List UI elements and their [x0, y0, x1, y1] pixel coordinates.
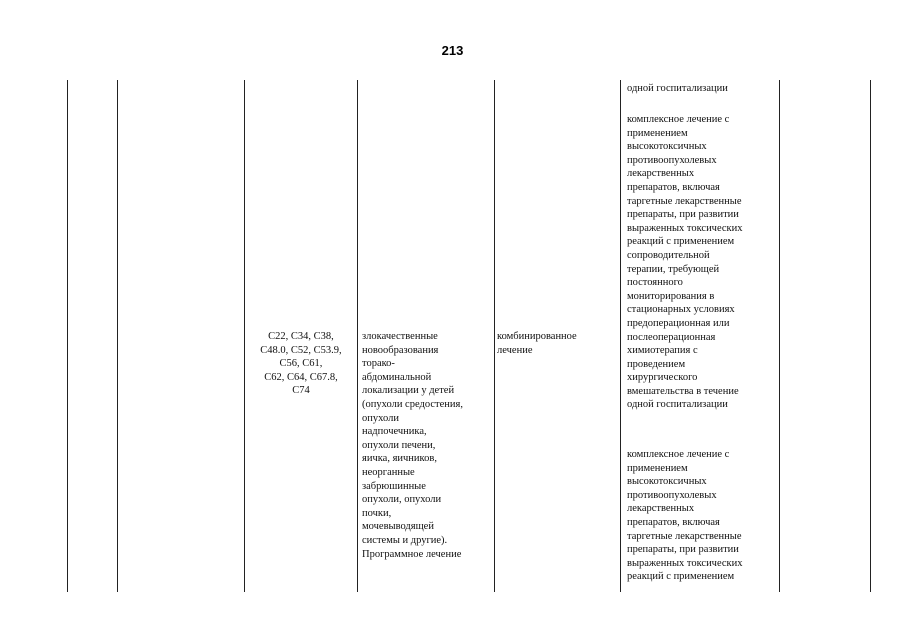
icd-codes-cell: C22, C34, C38, C48.0, C52, C53.9, C56, C61, C62, C64, C67.8, C74	[260, 331, 342, 397]
column-border	[870, 80, 871, 592]
page-number: 213	[441, 43, 464, 58]
treatment-method-text: комплексное лечение с применением высокотоксичных противоопухолевых лекарственных препаратов, включая таргетные лекарственные препараты, при развитии выраженных токсических реакций с применением	[627, 449, 743, 583]
diagnosis-cell: злокачественные новообразования торако- абдоминальной локализации у детей (опухоли средостения, опухоли надпочечника, опухоли печени, яичка, яичников, неорганные забрюшинные опухоли, опухоли почки, мочевыводящей системы и другие). Программное лечение	[362, 331, 463, 560]
column-border	[67, 80, 68, 592]
treatment-type-cell: комбинированное лечение	[497, 331, 577, 356]
treatment-method-text: комплексное лечение с применением высокотоксичных противоопухолевых лекарственных препаратов, включая таргетные лекарственные препараты, при развитии выраженных токсических реакций с применением сопроводительной терапии, требующей постоянного мониторирования в стационарных условиях предоперационная или послеоперационная химиотерапия с проведением хирургического вмешательства в течение одной госпитализации	[627, 114, 743, 411]
treatment-method-text: одной госпитализации	[627, 83, 728, 94]
column-border	[620, 80, 621, 592]
column-border	[357, 80, 358, 592]
column-border	[779, 80, 780, 592]
column-border	[117, 80, 118, 592]
column-border	[244, 80, 245, 592]
column-border	[494, 80, 495, 592]
